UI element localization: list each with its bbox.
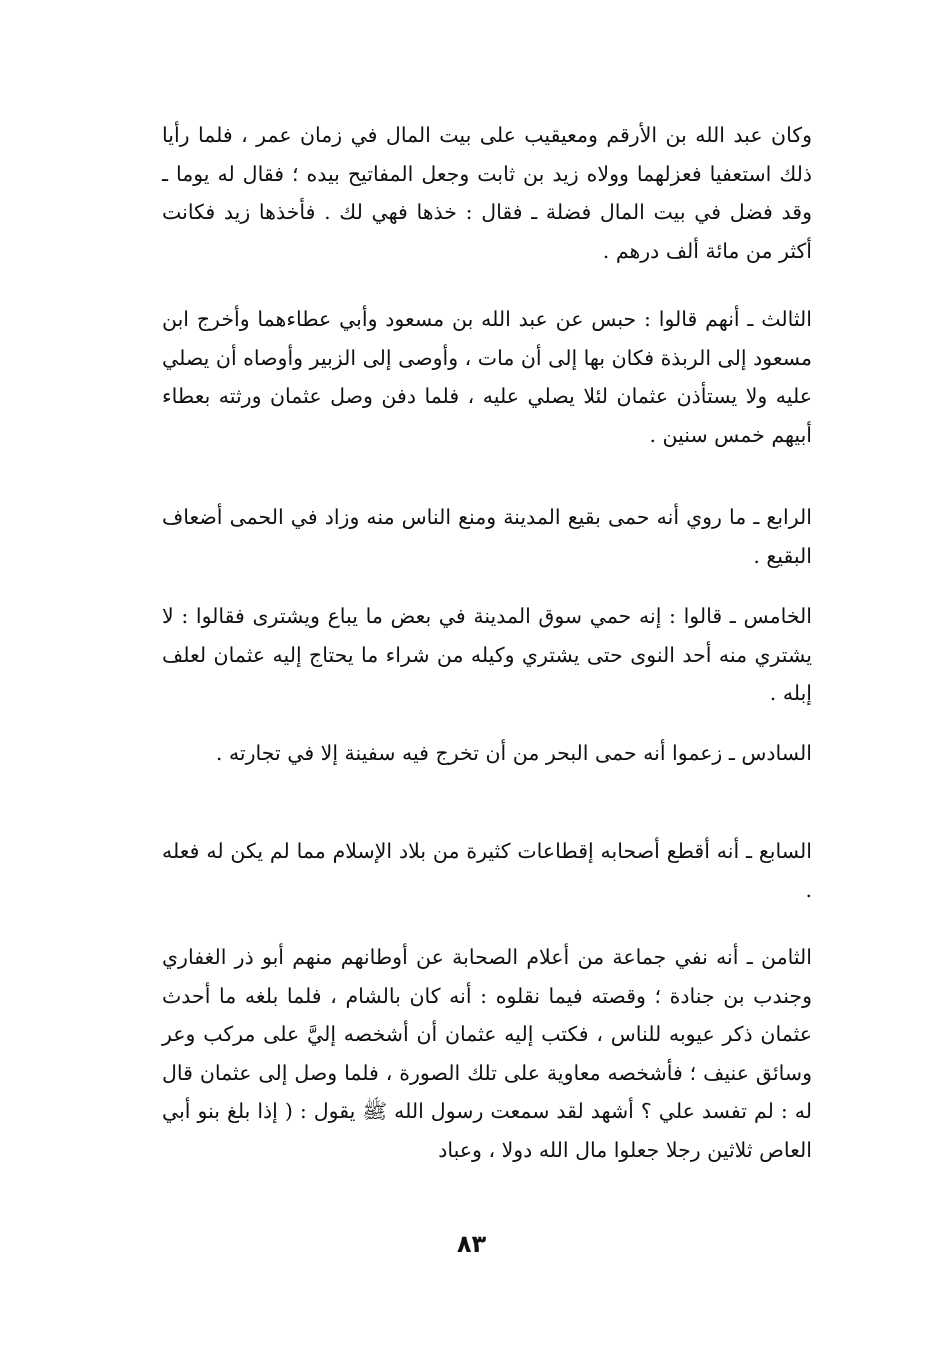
paragraph-5	[162, 734, 812, 773]
paragraph-7	[162, 938, 812, 1169]
paragraph-text: الثامن ـ أنه نفي جماعة من أعلام الصحابة عن أوطانهم منهم أبو ذر الغفاري وجندب بن جنادة ؛ وقصته فيما نقلوه : أنه كان بالشام ، فلما بلغه ما أحدث عثمان ذكر عيوبه للناس ، فكتب إليه عثمان أن أشخصه إليَّ على مركب وعر وسائق عنيف ؛ فأشخصه معاوية على تلك الصورة ، فلما وصل إلى عثمان قال له : لم تفسد علي ؟ أشهد لقد سمعت رسول الله ﷺ يقول : ( إذا بلغ بنو أبي العاص ثلاثين رجلا جعلوا مال الله دولا ، وعباد	[162, 945, 812, 1162]
paragraph-1	[162, 116, 812, 270]
paragraph-text: السابع ـ أنه أقطع أصحابه إقطاعات كثيرة من بلاد الإسلام مما لم يكن له فعله .	[162, 839, 812, 902]
paragraph-text: الثالث ـ أنهم قالوا : حبس عن عبد الله بن مسعود وأبي عطاءهما وأخرج ابن مسعود إلى الربذة فكان بها إلى أن مات ، وأوصى إلى الزبير وأوصاه أن يصلي عليه ولا يستأذن عثمان لئلا يصلي عليه ، فلما دفن وصل عثمان ورثته بعطاء أبيهم خمس سنين .	[162, 307, 812, 447]
paragraph-text: وكان عبد الله بن الأرقم ومعيقيب على بيت المال في زمان عمر ، فلما رأيا ذلك استعفيا فعزلهما وولاه زيد بن ثابت وجعل المفاتيح بيده ؛ فقال له يوما ـ وقد فضل في بيت المال فضلة ـ فقال : خذها فهي لك . فأخذها زيد فكانت أكثر من مائة ألف درهم .	[162, 123, 812, 263]
page-number: ٨٣	[456, 1230, 487, 1258]
paragraph-text: السادس ـ زعموا أنه حمى البحر من أن تخرج فيه سفينة إلا في تجارته .	[215, 741, 812, 765]
paragraph-6	[162, 832, 812, 909]
paragraph-text: الرابع ـ ما روي أنه حمى بقيع المدينة ومنع الناس منه وزاد في الحمى أضعاف البقيع .	[162, 505, 812, 568]
paragraph-3	[162, 498, 812, 575]
paragraph-2	[162, 300, 812, 454]
paragraph-4	[162, 597, 812, 713]
paragraph-text: الخامس ـ قالوا : إنه حمي سوق المدينة في بعض ما يباع ويشترى فقالوا : لا يشتري منه أحد النوى حتى يشتري وكيله من شراء ما يحتاج إليه عثمان لعلف إبله .	[162, 604, 812, 705]
